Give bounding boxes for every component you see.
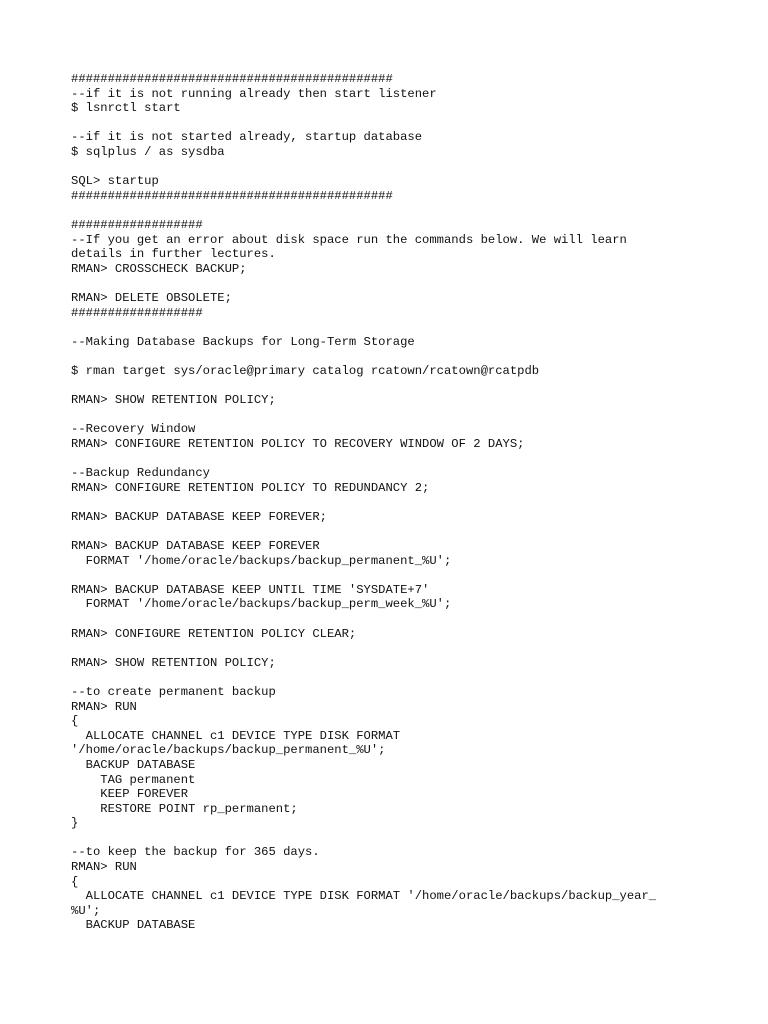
- code-line: --Making Database Backups for Long-Term Storage: [71, 334, 415, 349]
- blank-line: [71, 495, 711, 510]
- blank-line: [71, 451, 711, 466]
- code-line: $ sqlplus / as sysdba: [71, 144, 225, 159]
- blank-line: [71, 320, 711, 335]
- blank-line: [71, 378, 711, 393]
- code-line: $ rman target sys/oracle@primary catalog rcatown/rcatown@rcatpdb: [71, 363, 540, 378]
- blank-line: [71, 831, 711, 846]
- blank-line: [71, 612, 711, 627]
- code-line: FORMAT '/home/oracle/backups/backup_perm_week_%U';: [71, 597, 452, 612]
- code-line: RMAN> DELETE OBSOLETE;: [71, 290, 232, 305]
- blank-line: [71, 203, 711, 218]
- code-line: {: [71, 874, 79, 889]
- blank-line: [71, 524, 711, 539]
- code-line: RMAN> CONFIGURE RETENTION POLICY CLEAR;: [71, 626, 357, 641]
- code-line: RMAN> RUN: [71, 860, 137, 875]
- code-line: %U';: [71, 903, 101, 918]
- code-line: ############################################: [71, 72, 393, 86]
- code-line: RMAN> BACKUP DATABASE KEEP UNTIL TIME 'SYSDATE+7': [71, 582, 430, 597]
- code-line: TAG permanent: [71, 772, 196, 787]
- code-line: --If you get an error about disk space run the commands below. We will learn: [71, 232, 627, 247]
- blank-line: [71, 670, 711, 685]
- code-line: RMAN> CONFIGURE RETENTION POLICY TO REDUNDANCY 2;: [71, 480, 430, 495]
- code-line: {: [71, 714, 79, 729]
- code-line: RMAN> SHOW RETENTION POLICY;: [71, 655, 276, 670]
- code-line: $ lsnrctl start: [71, 101, 181, 116]
- code-line: details in further lectures.: [71, 247, 276, 262]
- code-line: SQL> startup: [71, 174, 159, 189]
- code-line: RMAN> CONFIGURE RETENTION POLICY TO RECOVERY WINDOW OF 2 DAYS;: [71, 436, 525, 451]
- code-line: ############################################: [71, 188, 393, 203]
- blank-line: [71, 349, 711, 364]
- code-line: ##################: [71, 305, 203, 320]
- code-listing: [71, 72, 711, 933]
- code-line: }: [71, 816, 79, 831]
- code-line: RMAN> RUN: [71, 699, 137, 714]
- code-line: --to keep the backup for 365 days.: [71, 845, 320, 860]
- code-line: '/home/oracle/backups/backup_permanent_%U';: [71, 743, 386, 758]
- code-line: RMAN> BACKUP DATABASE KEEP FOREVER: [71, 539, 320, 553]
- code-line: --to create permanent backup: [71, 684, 276, 699]
- code-line: --if it is not running already then start listener: [71, 86, 437, 101]
- code-line: FORMAT '/home/oracle/backups/backup_permanent_%U';: [71, 553, 452, 568]
- code-line: --if it is not started already, startup database: [71, 130, 423, 145]
- blank-line: [71, 160, 711, 175]
- code-line: RESTORE POINT rp_permanent;: [71, 801, 298, 816]
- code-line: --Recovery Window: [71, 422, 196, 437]
- code-line: BACKUP DATABASE: [71, 757, 196, 772]
- blank-line: [71, 276, 711, 291]
- code-line: RMAN> CROSSCHECK BACKUP;: [71, 261, 247, 276]
- blank-line: [71, 408, 711, 423]
- blank-line: [71, 641, 711, 656]
- blank-line: [71, 568, 711, 583]
- code-line: ALLOCATE CHANNEL c1 DEVICE TYPE DISK FORMAT: [71, 728, 401, 743]
- code-line: BACKUP DATABASE: [71, 918, 196, 933]
- code-line: --Backup Redundancy: [71, 466, 210, 481]
- code-line: ALLOCATE CHANNEL c1 DEVICE TYPE DISK FORMAT '/home/oracle/backups/backup_year_: [71, 889, 657, 904]
- code-line: RMAN> SHOW RETENTION POLICY;: [71, 393, 276, 408]
- code-line: KEEP FOREVER: [71, 787, 189, 802]
- code-line: RMAN> BACKUP DATABASE KEEP FOREVER;: [71, 509, 327, 524]
- blank-line: [71, 116, 711, 131]
- code-line: ##################: [71, 217, 203, 232]
